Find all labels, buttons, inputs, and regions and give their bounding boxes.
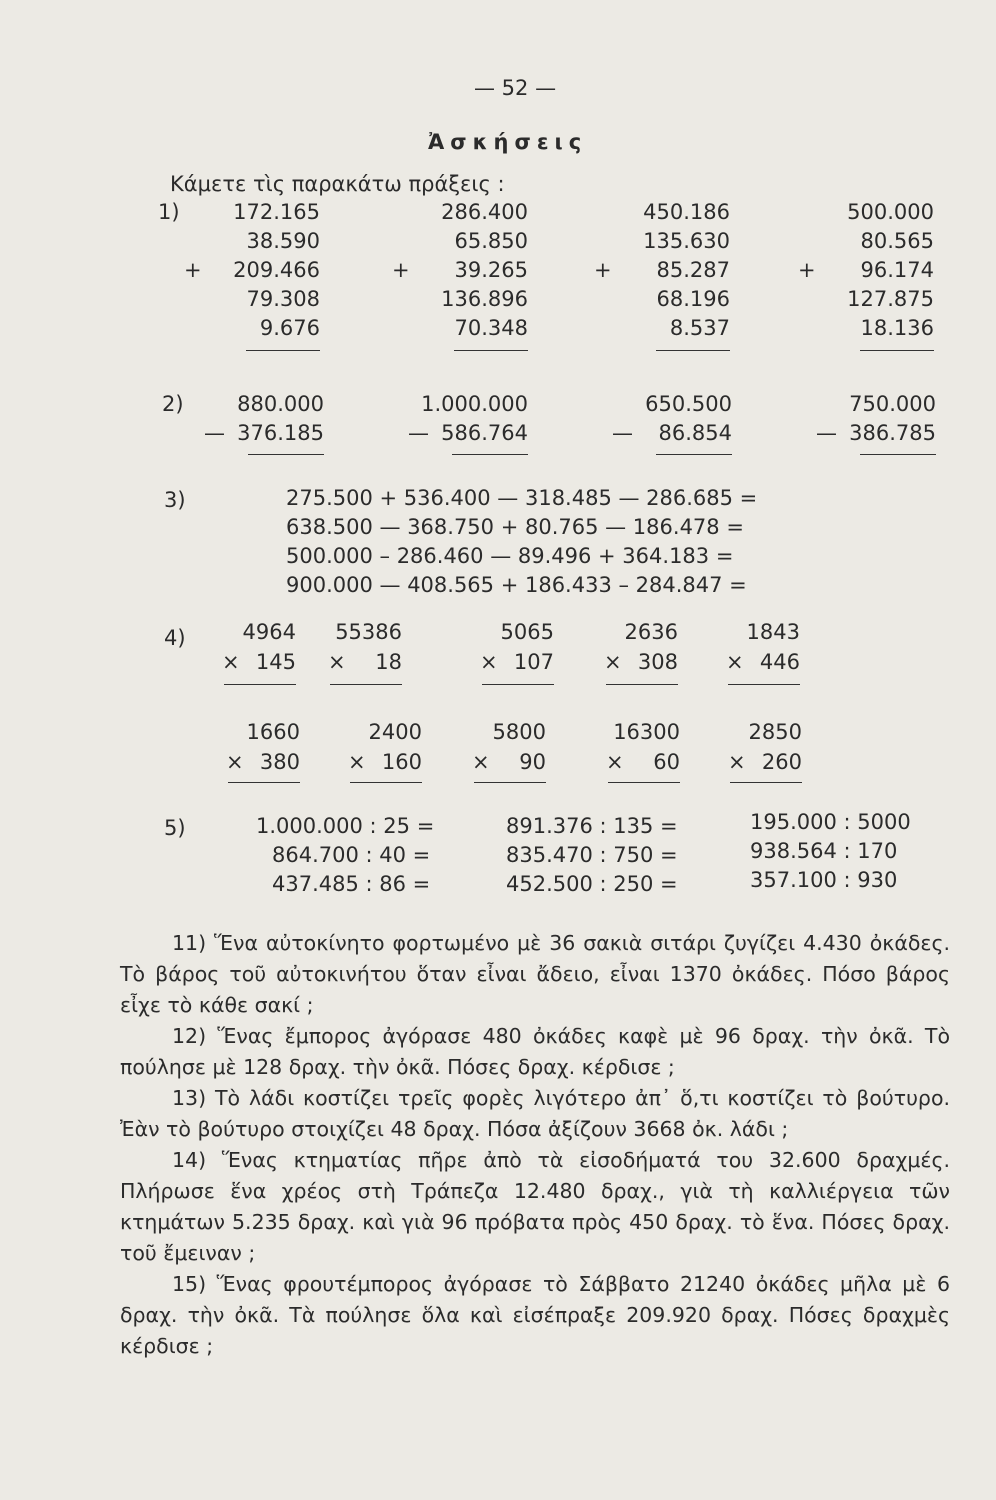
- exercise-4-number: 1843: [746, 620, 800, 644]
- product-line: [350, 782, 422, 783]
- sum-line: [246, 350, 320, 351]
- times-sign: ×: [222, 650, 240, 674]
- exercise-4-number: 260: [761, 750, 802, 774]
- plus-sign: +: [798, 258, 816, 282]
- product-line: [606, 684, 678, 685]
- problem-15: 15) Ἕνας φρουτέμπορος ἀγόρασε τὸ Σάββατο 21240 ὀκάδες μῆλα μὲ 6 δραχ. τὴν ὀκᾶ. Τὰ πούλησε ὅλα καὶ εἰσέπραξε 209.920 δραχ. Πόσες δραχμὲς κέρδισε ;: [120, 1272, 950, 1358]
- exercise-4-number: 446: [759, 650, 800, 674]
- exercise-5-item: 452.500 : 250 =: [506, 872, 678, 896]
- exercise-1-number: 127.875: [847, 287, 934, 311]
- exercise-5-item: 437.485 : 86 =: [272, 872, 431, 896]
- exercise-4-number: 16300: [613, 720, 680, 744]
- exercise-2-label: 2): [162, 392, 184, 416]
- exercise-5-item: 357.100 : 930: [750, 868, 898, 892]
- difference-line: [248, 454, 324, 455]
- exercise-5-label: 5): [164, 816, 186, 840]
- exercise-3-line: 900.000 — 408.565 + 186.433 – 284.847 =: [286, 573, 747, 597]
- exercise-4-number: 90: [519, 750, 546, 774]
- minus-sign: —: [816, 421, 837, 445]
- exercise-4-number: 308: [637, 650, 678, 674]
- minus-sign: —: [408, 421, 429, 445]
- exercise-2-number: 86.854: [658, 421, 732, 445]
- exercise-4-number: 2850: [748, 720, 802, 744]
- product-line: [730, 782, 802, 783]
- product-line: [474, 782, 546, 783]
- exercise-1-number: 18.136: [860, 316, 934, 340]
- exercise-2-number: 650.500: [645, 392, 732, 416]
- word-problems: [120, 928, 950, 1362]
- section-title: Ἀσκήσεις: [428, 130, 588, 154]
- exercise-5-item: 1.000.000 : 25 =: [256, 814, 435, 838]
- difference-line: [452, 454, 528, 455]
- exercise-4-number: 160: [381, 750, 422, 774]
- times-sign: ×: [726, 650, 744, 674]
- product-line: [608, 782, 680, 783]
- plus-sign: +: [594, 258, 612, 282]
- times-sign: ×: [328, 650, 346, 674]
- exercise-4-number: 380: [259, 750, 300, 774]
- exercise-1-number: 286.400: [441, 200, 528, 224]
- exercise-5-item: 938.564 : 170: [750, 839, 898, 863]
- exercise-2-number: 586.764: [441, 421, 528, 445]
- product-line: [228, 782, 300, 783]
- exercise-4-number: 2636: [624, 620, 678, 644]
- product-line: [330, 684, 402, 685]
- exercise-4-number: 1660: [246, 720, 300, 744]
- sum-line: [860, 350, 934, 351]
- exercise-1-number: 70.348: [454, 316, 528, 340]
- exercise-1-number: 39.265: [454, 258, 528, 282]
- sum-line: [656, 350, 730, 351]
- exercise-4-number: 4964: [242, 620, 296, 644]
- times-sign: ×: [472, 750, 490, 774]
- exercise-4-number: 5800: [492, 720, 546, 744]
- exercise-4-number: 2400: [368, 720, 422, 744]
- exercise-1-label: 1): [158, 200, 180, 224]
- minus-sign: —: [612, 421, 633, 445]
- exercise-4-label: 4): [164, 626, 186, 650]
- product-line: [224, 684, 296, 685]
- difference-line: [656, 454, 732, 455]
- exercise-1-number: 450.186: [643, 200, 730, 224]
- exercise-4-number: 55386: [335, 620, 402, 644]
- minus-sign: —: [204, 421, 225, 445]
- problem-13: 13) Τὸ λάδι κοστίζει τρεῖς φορὲς λιγότερο ἀπ᾽ ὅ,τι κοστίζει τὸ βούτυρο. Ἐὰν τὸ βούτυρο στοιχίζει 48 δραχ. Πόσα ἀξίζουν 3668 ὀκ. λάδι ;: [120, 1086, 950, 1141]
- exercise-4-number: 145: [255, 650, 296, 674]
- times-sign: ×: [604, 650, 622, 674]
- exercise-1-number: 79.308: [246, 287, 320, 311]
- exercise-1-number: 500.000: [847, 200, 934, 224]
- exercise-3-line: 500.000 – 286.460 — 89.496 + 364.183 =: [286, 544, 734, 568]
- plus-sign: +: [392, 258, 410, 282]
- exercise-3-label: 3): [164, 488, 186, 512]
- times-sign: ×: [226, 750, 244, 774]
- times-sign: ×: [348, 750, 366, 774]
- exercise-1-number: 136.896: [441, 287, 528, 311]
- exercise-4-number: 60: [653, 750, 680, 774]
- sum-line: [454, 350, 528, 351]
- product-line: [482, 684, 554, 685]
- exercise-4-number: 107: [513, 650, 554, 674]
- times-sign: ×: [606, 750, 624, 774]
- exercise-5-item: 864.700 : 40 =: [272, 843, 431, 867]
- exercise-2-number: 1.000.000: [421, 392, 528, 416]
- exercise-5-item: 835.470 : 750 =: [506, 843, 678, 867]
- exercise-4-number: 18: [375, 650, 402, 674]
- exercise-1-number: 85.287: [656, 258, 730, 282]
- exercise-1-number: 38.590: [246, 229, 320, 253]
- page-number: — 52 —: [474, 76, 557, 100]
- exercise-2-number: 386.785: [849, 421, 936, 445]
- exercise-4-number: 5065: [500, 620, 554, 644]
- exercise-1-number: 172.165: [233, 200, 320, 224]
- exercise-5-item: 195.000 : 5000: [750, 810, 911, 834]
- problem-12: 12) Ἕνας ἔμπορος ἀγόρασε 480 ὀκάδες καφὲ μὲ 96 δραχ. τὴν ὀκᾶ. Τὸ πούλησε μὲ 128 δραχ. τὴν ὀκᾶ. Πόσες δραχ. κέρδισε ;: [120, 1024, 950, 1079]
- times-sign: ×: [480, 650, 498, 674]
- exercise-3-line: 275.500 + 536.400 — 318.485 — 286.685 =: [286, 486, 758, 510]
- exercise-1-number: 96.174: [860, 258, 934, 282]
- exercise-1-number: 8.537: [669, 316, 730, 340]
- intro-text: Κάμετε τὶς παρακάτω πράξεις :: [170, 172, 505, 196]
- exercise-1-number: 135.630: [643, 229, 730, 253]
- exercise-2-number: 750.000: [849, 392, 936, 416]
- difference-line: [860, 454, 936, 455]
- exercise-2-number: 880.000: [237, 392, 324, 416]
- exercise-3-line: 638.500 — 368.750 + 80.765 — 186.478 =: [286, 515, 744, 539]
- exercise-1-number: 68.196: [656, 287, 730, 311]
- exercise-1-number: 65.850: [454, 229, 528, 253]
- exercise-1-number: 80.565: [860, 229, 934, 253]
- exercise-1-number: 209.466: [233, 258, 320, 282]
- plus-sign: +: [184, 258, 202, 282]
- problem-14: 14) Ἕνας κτηματίας πῆρε ἀπὸ τὰ εἰσοδήματά του 32.600 δραχμές. Πλήρωσε ἕνα χρέος στὴ Τράπεζα 12.480 δραχ., γιὰ τὴ καλλιέργεια τῶν κτημάτων 5.235 δραχ. καὶ γιὰ 96 πρόβατα πρὸς 450 δραχ. τὸ ἕνα. Πόσες δραχ. τοῦ ἔμειναν ;: [120, 1148, 950, 1265]
- product-line: [728, 684, 800, 685]
- exercise-2-number: 376.185: [237, 421, 324, 445]
- exercise-1-number: 9.676: [259, 316, 320, 340]
- times-sign: ×: [728, 750, 746, 774]
- problem-11: 11) Ἕνα αὐτοκίνητο φορτωμένο μὲ 36 σακιὰ σιτάρι ζυγίζει 4.430 ὀκάδες. Τὸ βάρος τοῦ αὐτοκινήτου ὅταν εἶναι ἄδειο, εἶναι 1370 ὀκάδες. Πόσο βάρος εἶχε τὸ κάθε σακί ;: [120, 931, 950, 1017]
- exercise-5-item: 891.376 : 135 =: [506, 814, 678, 838]
